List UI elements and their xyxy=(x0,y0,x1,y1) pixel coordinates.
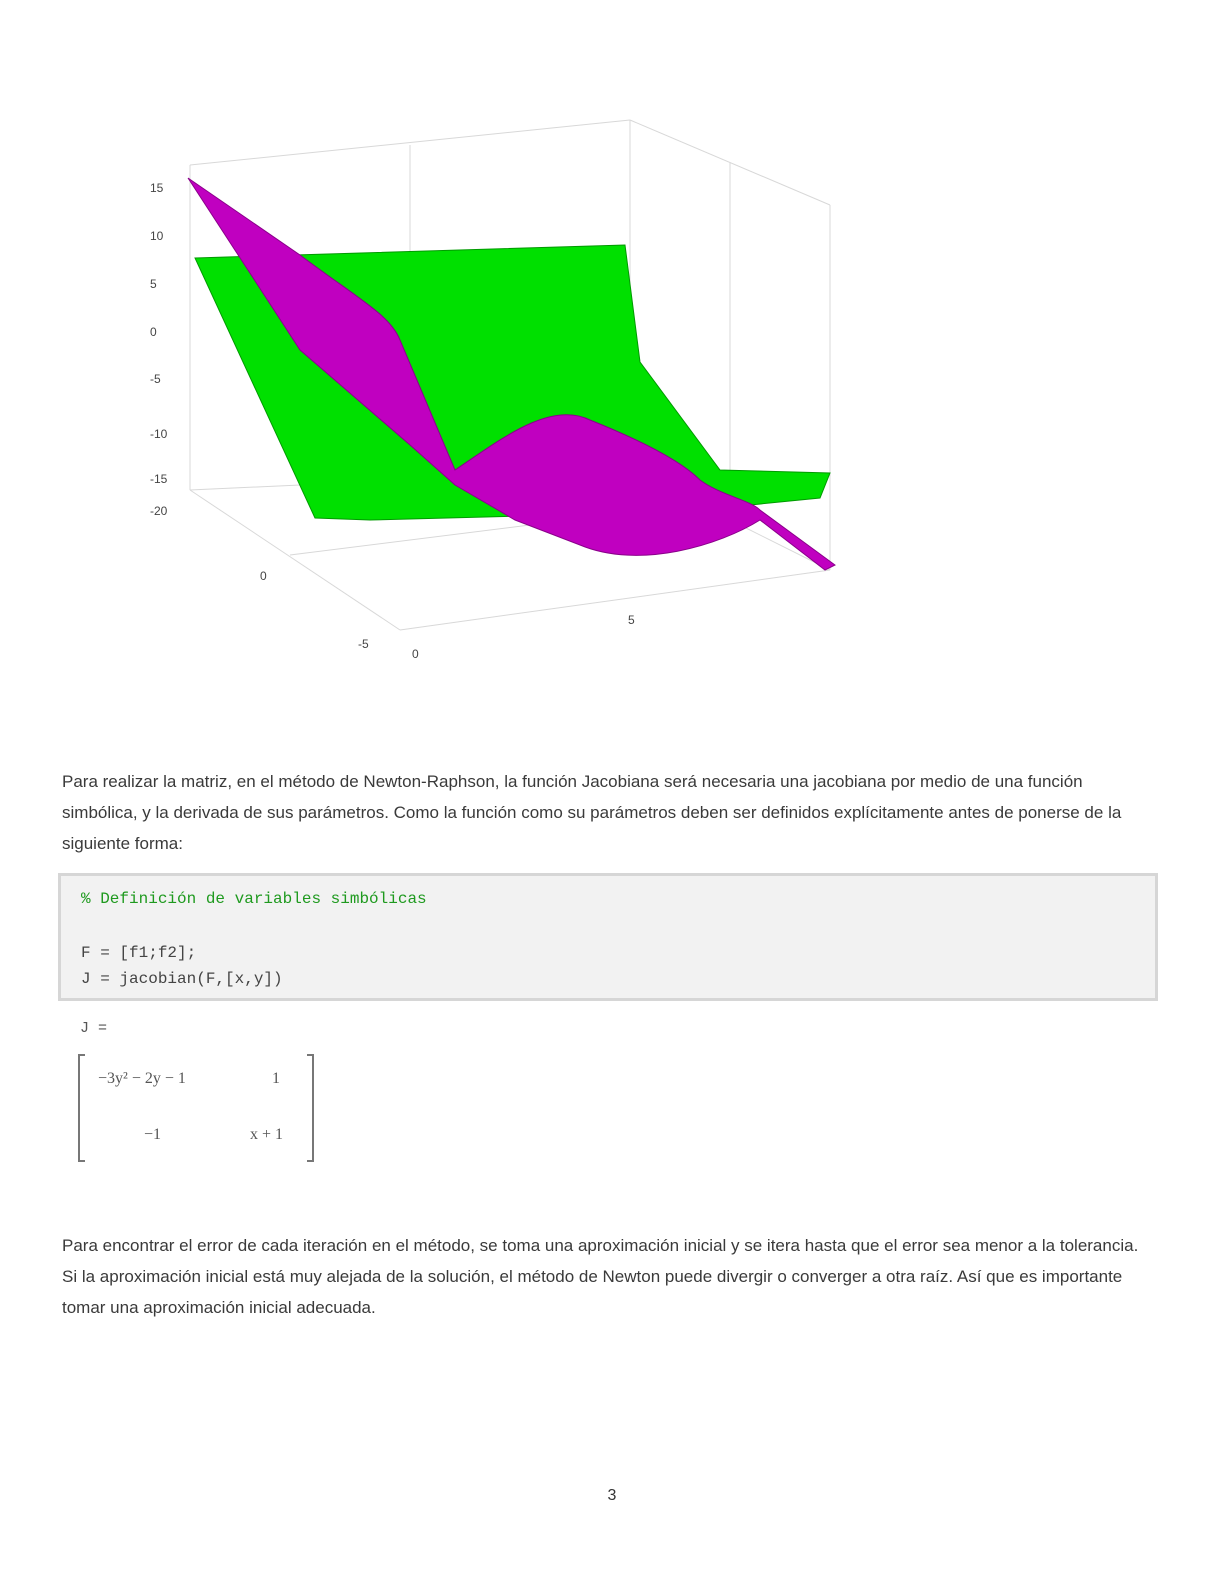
code-cell[interactable] xyxy=(58,873,1158,1001)
output-label: J = xyxy=(80,1020,108,1037)
matrix-cell-12: 1 xyxy=(272,1070,280,1087)
z-tick: 15 xyxy=(150,181,164,195)
surface-plot-canvas xyxy=(120,100,900,690)
matrix-cell-11: −3y² − 2y − 1 xyxy=(98,1070,186,1087)
page-number: 3 xyxy=(607,1487,617,1504)
x-tick-labels xyxy=(412,613,635,661)
z-tick: 10 xyxy=(150,229,164,243)
jacobian-matrix xyxy=(78,1056,314,1160)
x-tick: 5 xyxy=(628,613,635,627)
y-tick: 0 xyxy=(260,569,267,583)
matrix-cell-22: x + 1 xyxy=(250,1126,284,1143)
z-tick-labels xyxy=(150,181,168,518)
code-comment: % Definición de variables simbólicas xyxy=(81,890,427,908)
code-line-2: J = jacobian(F,[x,y]) xyxy=(81,970,283,988)
paragraph-jacobian-intro: Para realizar la matriz, en el método de Newton-Raphson, la función Jacobiana será necesaria una jacobiana por medio de una función simbólica, y la derivada de sus parámetros. Como la función como su parámetros deben ser definidos explícitamente antes de ponerse de la siguiente forma: xyxy=(62,772,1122,853)
z-tick: -20 xyxy=(150,504,168,518)
z-tick: -10 xyxy=(150,427,168,441)
z-tick: 0 xyxy=(150,325,157,339)
y-tick: -5 xyxy=(358,637,369,651)
matrix-cell-21: −1 xyxy=(144,1126,162,1143)
z-tick: 5 xyxy=(150,277,157,291)
z-tick: -15 xyxy=(150,472,168,486)
code-line-1: F = [f1;f2]; xyxy=(81,944,197,962)
y-tick-labels xyxy=(260,569,369,651)
paragraph-error-discussion: Para encontrar el error de cada iteración en el método, se toma una aproximación inicial y se itera hasta que el error sea menor a la tolerancia. Si la aproximación inicial está muy alejada de la solución, el método de Newton puede divergir o converger a otra raíz. Así que es importante tomar una aproximación inicial adecuada. xyxy=(62,1236,1139,1317)
x-tick: 0 xyxy=(412,647,419,661)
z-tick: -5 xyxy=(150,372,161,386)
surface-plot xyxy=(120,100,900,690)
